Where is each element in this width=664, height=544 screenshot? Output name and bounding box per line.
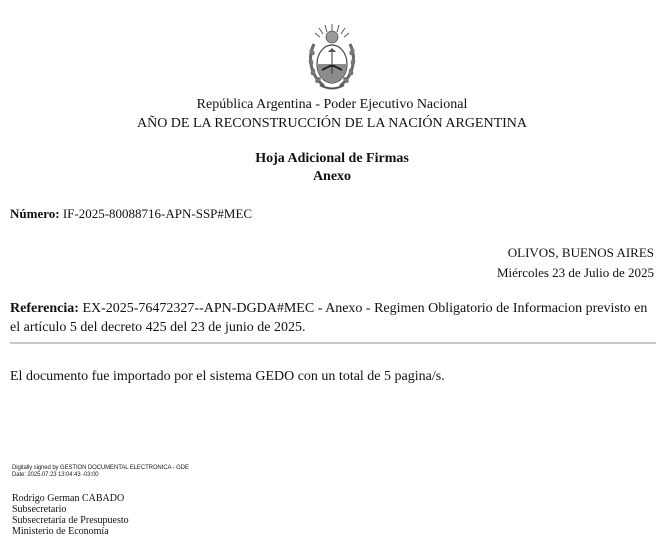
document-number-value: IF-2025-80088716-APN-SSP#MEC	[62, 206, 253, 221]
divider	[10, 342, 656, 344]
document-title: Hoja Adicional de Firmas	[255, 151, 409, 166]
argentina-coat-of-arms-icon	[306, 22, 358, 92]
location-date: Miércoles 23 de Julio de 2025	[496, 265, 654, 280]
reference-label: Referencia:	[10, 301, 79, 316]
location-city: OLIVOS, BUENOS AIRES	[507, 245, 654, 260]
signature-date: Date: 2025.07.23 13:04:43 -03:00	[12, 472, 99, 478]
signature-signed-by: Digitally signed by GESTION DOCUMENTAL ELECTRONICA - GDE	[12, 465, 189, 471]
reference-text: EX-2025-76472327--APN-DGDA#MEC - Anexo - Regimen Obligatorio de Informacion previsto en el artículo 5 del decreto 425 del 23 de junio de 2025.	[10, 301, 648, 335]
document-number-label: Número:	[10, 206, 60, 221]
reference-block	[10, 299, 656, 337]
signer-block	[12, 493, 129, 537]
header-year-motto: AÑO DE LA RECONSTRUCCIÓN DE LA NACIÓN ARGENTINA	[136, 116, 528, 131]
signer-ministry: Ministerio de Economía	[12, 526, 109, 537]
signer-office: Subsecretaría de Presupuesto	[12, 515, 129, 526]
document-number	[10, 206, 252, 222]
signer-name: Rodrigo German CABADO	[12, 493, 125, 504]
signer-role: Subsecretario	[12, 504, 67, 515]
header-republica: República Argentina - Poder Ejecutivo Nacional	[196, 97, 468, 112]
document-subtitle: Anexo	[312, 169, 352, 184]
digital-signature-stamp	[12, 465, 189, 479]
import-notice: El documento fue importado por el sistema GEDO con un total de 5 pagina/s.	[10, 369, 445, 384]
